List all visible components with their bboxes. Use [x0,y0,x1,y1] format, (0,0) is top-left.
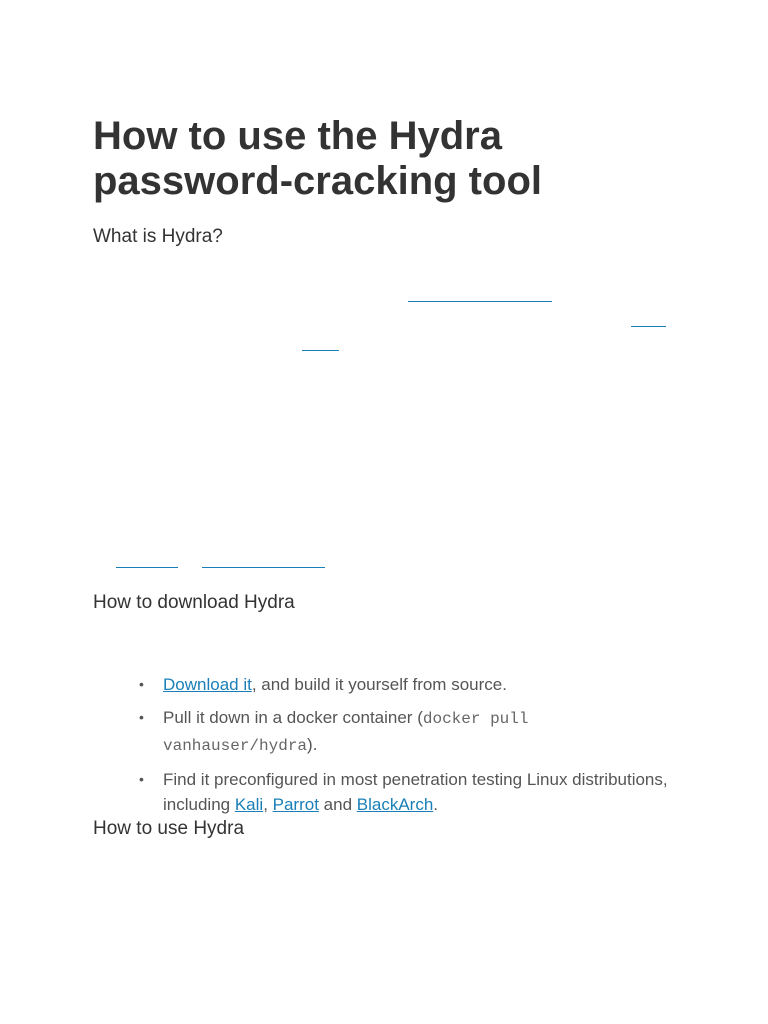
bullet-icon: • [139,676,144,692]
parrot-link[interactable]: Parrot [272,795,319,814]
page-title: How to use the Hydra password-cracking tool [93,114,542,203]
hidden-link-underline[interactable] [302,350,339,351]
hidden-link-underline[interactable] [408,301,552,302]
list-item-text: , and build it yourself from source. [251,675,507,694]
list-item-text: Pull it down in a docker container ( [163,708,423,727]
bullet-icon: • [139,709,144,725]
hidden-link-underline[interactable] [116,567,178,568]
blackarch-link[interactable]: BlackArch [356,795,434,814]
hidden-link-underline[interactable] [631,326,666,327]
list-item-text: ). [307,735,318,754]
docker-command: docker pull vanhauser/hydra [163,710,529,755]
list-item [139,705,683,759]
list-item-text: . [433,795,439,814]
list-separator: and [318,795,357,814]
list-item [139,672,683,697]
hidden-link-underline[interactable] [202,567,325,568]
list-item [139,767,683,817]
section-heading-how-to-use: How to use Hydra [93,818,245,839]
kali-link[interactable]: Kali [234,795,264,814]
list-item-text: Find it preconfigured in most penetration testing Linux distributions, including [163,770,668,814]
download-link[interactable]: Download it [163,675,252,694]
bullet-icon: • [139,771,144,787]
section-heading-download: How to download Hydra [93,592,295,613]
download-methods-list [93,672,683,825]
section-heading-what-is-hydra: What is Hydra? [93,226,223,247]
list-separator: , [263,795,273,814]
